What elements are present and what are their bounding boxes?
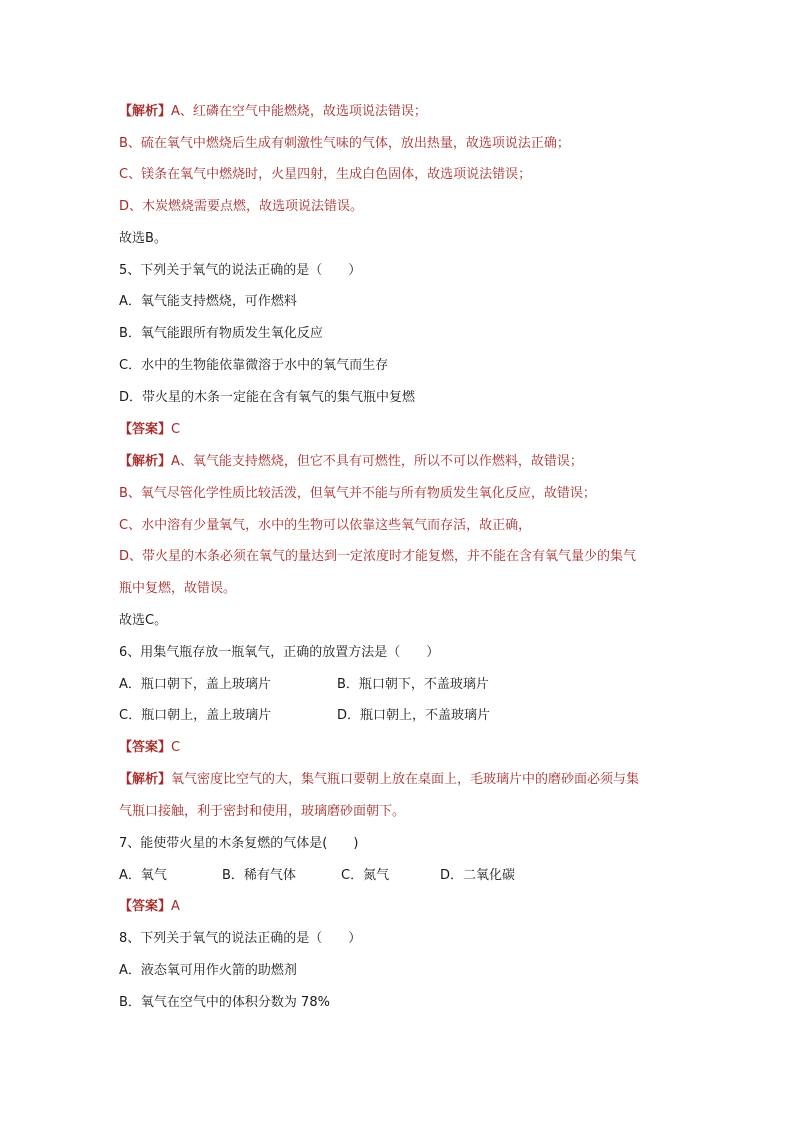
q4-analysis-line-1 [119,102,734,122]
q6-options-row-1 [119,675,734,695]
q8-stem: 8、下列关于氧气的说法正确的是（ ） [119,931,362,946]
q5-analysis-line-1 [119,452,734,472]
q5-answer [119,420,734,440]
q4-conclusion: 故选B。 [119,231,167,246]
q5-option-c: C．水中的生物能依靠微溶于水中的氧气而生存 [119,358,389,373]
q5-answer-tag: 【答案】 [119,422,172,437]
q7-option-a: A．氧气 [119,868,167,883]
q4-analysis-text: A、红磷在空气中能燃烧，故选项说法错误； [171,104,427,119]
q6-option-d: D．瓶口朝上，不盖玻璃片 [337,708,491,723]
q6-option-b: B．瓶口朝下，不盖玻璃片 [337,677,489,692]
q5-analysis-line-3: C、水中溶有少量氧气，水中的生物可以依靠这些氧气而存活，故正确， [119,518,532,533]
q6-answer [119,738,734,758]
q7-answer [119,897,734,917]
q5-stem: 5、下列关于氧气的说法正确的是（ ） [119,263,362,278]
q5-option-b: B．氧气能跟所有物质发生氧化反应 [119,326,323,341]
q7-option-c: C．氮气 [341,868,390,883]
q4-analysis-tag: 【解析】 [119,104,172,119]
q7-answer-tag: 【答案】 [119,899,172,914]
q4-analysis-line-2: B、硫在氧气中燃烧后生成有刺激性气味的气体，放出热量，故选项说法正确； [119,136,570,151]
q6-options-row-2 [119,706,734,726]
q7-answer-value: A [171,899,180,914]
q6-analysis-text: 氧气密度比空气的大，集气瓶口要朝上放在桌面上，毛玻璃片中的磨砂面必须与集 [171,772,640,787]
q6-answer-tag: 【答案】 [119,740,172,755]
q4-analysis-line-3: C、镁条在氧气中燃烧时，火星四射，生成白色固体，故选项说法错误； [119,167,532,182]
q7-stem: 7、能使带火星的木条复燃的气体是( ) [119,836,359,851]
q5-analysis-line-4: D、带火星的木条必须在氧气的量达到一定浓度时才能复燃，并不能在含有氧气量少的集气 [119,549,637,564]
q6-analysis-line-2: 气瓶口接触，利于密封和使用，玻璃磨砂面朝下。 [119,804,406,819]
q6-answer-value: C [171,740,181,755]
q5-analysis-line-5: 瓶中复燃，故错误。 [119,581,237,596]
q6-stem: 6、用集气瓶存放一瓶氧气，正确的放置方法是（ ） [119,645,440,660]
q6-option-a: A．瓶口朝下，盖上玻璃片 [119,677,271,692]
q8-option-a: A．液态氧可用作火箭的助燃剂 [119,963,297,978]
q5-analysis-line-2: B、氧气尽管化学性质比较活泼，但氧气并不能与所有物质发生氧化反应，故错误； [119,486,596,501]
q6-option-c: C．瓶口朝上，盖上玻璃片 [119,708,272,723]
q8-option-b: B．氧气在空气中的体积分数为 78% [119,995,330,1010]
q7-options-row [119,866,734,886]
q5-option-d: D．带火星的木条一定能在含有氧气的集气瓶中复燃 [119,390,416,405]
q5-analysis-tag: 【解析】 [119,454,172,469]
q6-analysis-tag: 【解析】 [119,772,172,787]
q7-option-d: D．二氧化碳 [440,868,516,883]
q5-analysis-text: A、氧气能支持燃烧，但它不具有可燃性，所以不可以作燃料，故错误； [171,454,583,469]
q7-option-b: B．稀有气体 [222,868,296,883]
q5-option-a: A．氧气能支持燃烧，可作燃料 [119,294,297,309]
q5-conclusion: 故选C。 [119,613,168,628]
q4-analysis-line-4: D、木炭燃烧需要点燃，故选项说法错误。 [119,199,364,214]
q6-analysis-line-1 [119,770,734,790]
q5-answer-value: C [171,422,181,437]
